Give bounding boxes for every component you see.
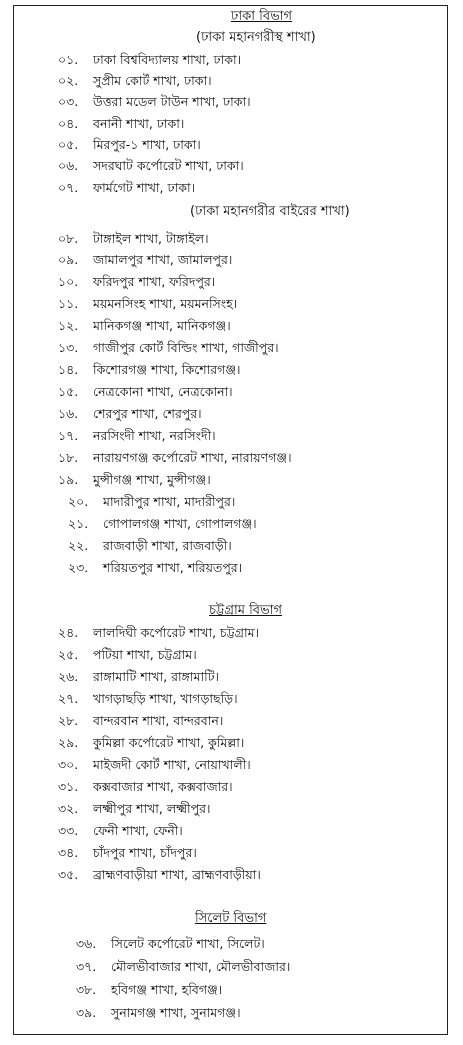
list-item — [58, 406, 202, 422]
item-text: মাদারীপুর শাখা, মাদারীপুর। — [103, 494, 236, 509]
division-subtitle-dhaka-metro: (ঢাকা মহানগরীস্থ শাখা) — [196, 30, 316, 45]
item-text: চাঁদপুর শাখা, চাঁদপুর। — [93, 845, 197, 860]
item-number: ১৮. — [58, 450, 79, 465]
list-item — [58, 231, 209, 247]
list-item — [58, 180, 195, 196]
list-item — [58, 669, 219, 685]
list-item — [58, 472, 211, 488]
item-text: ময়মনসিংহ শাখা, ময়মনসিংহ। — [93, 296, 238, 311]
list-item — [68, 560, 242, 576]
item-number: ০৮. — [58, 231, 79, 246]
list-item — [58, 116, 184, 132]
list-item — [58, 340, 279, 356]
list-item — [58, 384, 233, 400]
list-item — [58, 691, 238, 707]
item-text: জামালপুর শাখা, জামালপুর। — [93, 252, 233, 267]
item-number: ১৬. — [58, 406, 79, 421]
list-item — [58, 647, 197, 663]
item-number: ১১. — [58, 296, 79, 311]
list-item — [76, 1005, 241, 1021]
item-number: ২৬. — [58, 669, 79, 684]
item-number: ১৫. — [58, 384, 79, 399]
list-item — [58, 757, 251, 773]
item-number: ৩৮. — [76, 982, 97, 997]
list-item — [58, 823, 183, 839]
item-text: রাজবাড়ী শাখা, রাজবাড়ী। — [103, 538, 232, 553]
division-title-chattogram: চট্টগ্রাম বিভাগ — [209, 603, 283, 618]
item-number: ২৭. — [58, 691, 79, 706]
list-item — [68, 516, 257, 532]
list-item — [58, 73, 212, 89]
item-text: রাঙ্গামাটি শাখা, রাঙ্গামাটি। — [93, 669, 219, 684]
item-text: মুন্সীগঞ্জ শাখা, মুন্সীগঞ্জ। — [93, 472, 211, 487]
list-item — [58, 318, 231, 334]
list-item — [58, 450, 292, 466]
item-text: লক্ষ্মীপুর শাখা, লক্ষ্মীপুর। — [93, 801, 211, 816]
item-text: গাজীপুর কোর্ট বিল্ডিং শাখা, গাজীপুর। — [93, 340, 279, 355]
item-number: ৩৭. — [76, 959, 97, 974]
item-text: মিরপুর-১ শাখা, ঢাকা। — [93, 137, 201, 152]
item-number: ০৬. — [58, 158, 79, 173]
item-text: ফার্মগেট শাখা, ঢাকা। — [93, 180, 196, 195]
item-number: ৩৯. — [76, 1005, 97, 1020]
item-number: ১০. — [58, 274, 79, 289]
item-number: ৩৩. — [58, 823, 79, 838]
list-item — [58, 779, 233, 795]
item-text: ঢাকা বিশ্ববিদ্যালয় শাখা, ঢাকা। — [93, 52, 242, 67]
item-number: ০৭. — [58, 180, 79, 195]
list-item — [58, 158, 244, 174]
item-text: নেত্রকোনা শাখা, নেত্রকোনা। — [93, 384, 233, 399]
list-item — [58, 428, 216, 444]
item-text: কিশোরগঞ্জ শাখা, কিশোরগঞ্জ। — [93, 362, 241, 377]
item-text: শেরপুর শাখা, শেরপুর। — [93, 406, 202, 421]
item-text: মানিকগঞ্জ শাখা, মানিকগঞ্জ। — [93, 318, 231, 333]
item-text: টাঙ্গাইল শাখা, টাঙ্গাইল। — [93, 231, 209, 246]
item-number: ০৪. — [58, 116, 79, 131]
item-number: ০৫. — [58, 137, 79, 152]
item-text: হবিগঞ্জ শাখা, হবিগঞ্জ। — [111, 982, 223, 997]
item-number: ২৯. — [58, 735, 79, 750]
list-item — [58, 252, 232, 268]
item-text: বান্দরবান শাখা, বান্দরবান। — [93, 713, 224, 728]
list-item — [76, 982, 222, 998]
item-text: মৌলভীবাজার শাখা, মৌলভীবাজার। — [111, 959, 291, 974]
item-text: কুমিল্লা কর্পোরেট শাখা, কুমিল্লা। — [93, 735, 245, 750]
item-number: ০৩. — [58, 94, 79, 109]
item-number: ১৪. — [58, 362, 79, 377]
item-text: ফেনী শাখা, ফেনী। — [93, 823, 183, 838]
item-text: সুনামগঞ্জ শাখা, সুনামগঞ্জ। — [111, 1005, 241, 1020]
list-item — [58, 274, 215, 290]
item-number: ০১. — [58, 52, 79, 67]
list-item — [58, 867, 261, 883]
list-item — [76, 936, 265, 952]
item-text: নারায়ণগঞ্জ কর্পোরেট শাখা, নারায়ণগঞ্জ। — [93, 450, 292, 465]
item-number: ৩১. — [58, 779, 79, 794]
item-number: ০২. — [58, 73, 79, 88]
item-number: ২৫. — [58, 647, 79, 662]
item-text: বনানী শাখা, ঢাকা। — [93, 116, 185, 131]
item-number: ৩২. — [58, 801, 79, 816]
item-number: ২৪. — [58, 625, 79, 640]
item-text: শরিয়তপুর শাখা, শরিয়তপুর। — [103, 560, 243, 575]
item-text: নরসিংদী শাখা, নরসিংদী। — [93, 428, 216, 443]
item-number: ২১. — [68, 516, 89, 531]
item-number: ২৩. — [68, 560, 89, 575]
list-item — [58, 735, 244, 751]
item-number: ৩৫. — [58, 867, 79, 882]
list-item — [58, 296, 237, 312]
item-text: সিলেট কর্পোরেট শাখা, সিলেট। — [111, 936, 265, 951]
item-text: কক্সবাজার শাখা, কক্সবাজার। — [93, 779, 233, 794]
list-item — [58, 625, 259, 641]
item-number: ৩৪. — [58, 845, 79, 860]
item-text: পটিয়া শাখা, চট্টগ্রাম। — [93, 647, 197, 662]
list-item — [76, 959, 290, 975]
item-text: সুপ্রীম কোর্ট শাখা, ঢাকা। — [93, 73, 212, 88]
division-title-sylhet: সিলেট বিভাগ — [195, 911, 267, 926]
item-number: ৩০. — [58, 757, 79, 772]
item-text: উত্তরা মডেল টাউন শাখা, ঢাকা। — [93, 94, 251, 109]
item-text: লালদিঘী কর্পোরেট শাখা, চট্টগ্রাম। — [93, 625, 260, 640]
item-number: ১৭. — [58, 428, 79, 443]
list-item — [58, 845, 197, 861]
item-text: ব্রাহ্মণবাড়ীয়া শাখা, ব্রাহ্মণবাড়ীয়া। — [93, 867, 261, 882]
item-number: ১৩. — [58, 340, 79, 355]
item-text: গোপালগঞ্জ শাখা, গোপালগঞ্জ। — [103, 516, 257, 531]
division-title-dhaka: ঢাকা বিভাগ — [231, 9, 293, 24]
item-number: ২০. — [68, 494, 89, 509]
item-text: সদরঘাট কর্পোরেট শাখা, ঢাকা। — [93, 158, 244, 173]
list-item — [68, 538, 232, 554]
item-number: ৩৬. — [76, 936, 97, 951]
item-number: ২২. — [68, 538, 89, 553]
item-number: ১৯. — [58, 472, 79, 487]
list-item — [58, 137, 201, 153]
division-subtitle-dhaka-outside: (ঢাকা মহানগরীর বাইরের শাখা) — [190, 204, 350, 219]
list-item — [58, 713, 223, 729]
item-text: ফরিদপুর শাখা, ফরিদপুর। — [93, 274, 216, 289]
item-number: ০৯. — [58, 252, 79, 267]
list-item — [58, 94, 251, 110]
item-number: ২৮. — [58, 713, 79, 728]
list-item — [58, 801, 210, 817]
item-number: ১২. — [58, 318, 79, 333]
item-text: খাগড়াছড়ি শাখা, খাগড়াছড়ি। — [93, 691, 238, 706]
list-item — [68, 494, 235, 510]
list-item — [58, 52, 241, 68]
list-item — [58, 362, 240, 378]
item-text: মাইজদী কোর্ট শাখা, নোয়াখালী। — [93, 757, 251, 772]
